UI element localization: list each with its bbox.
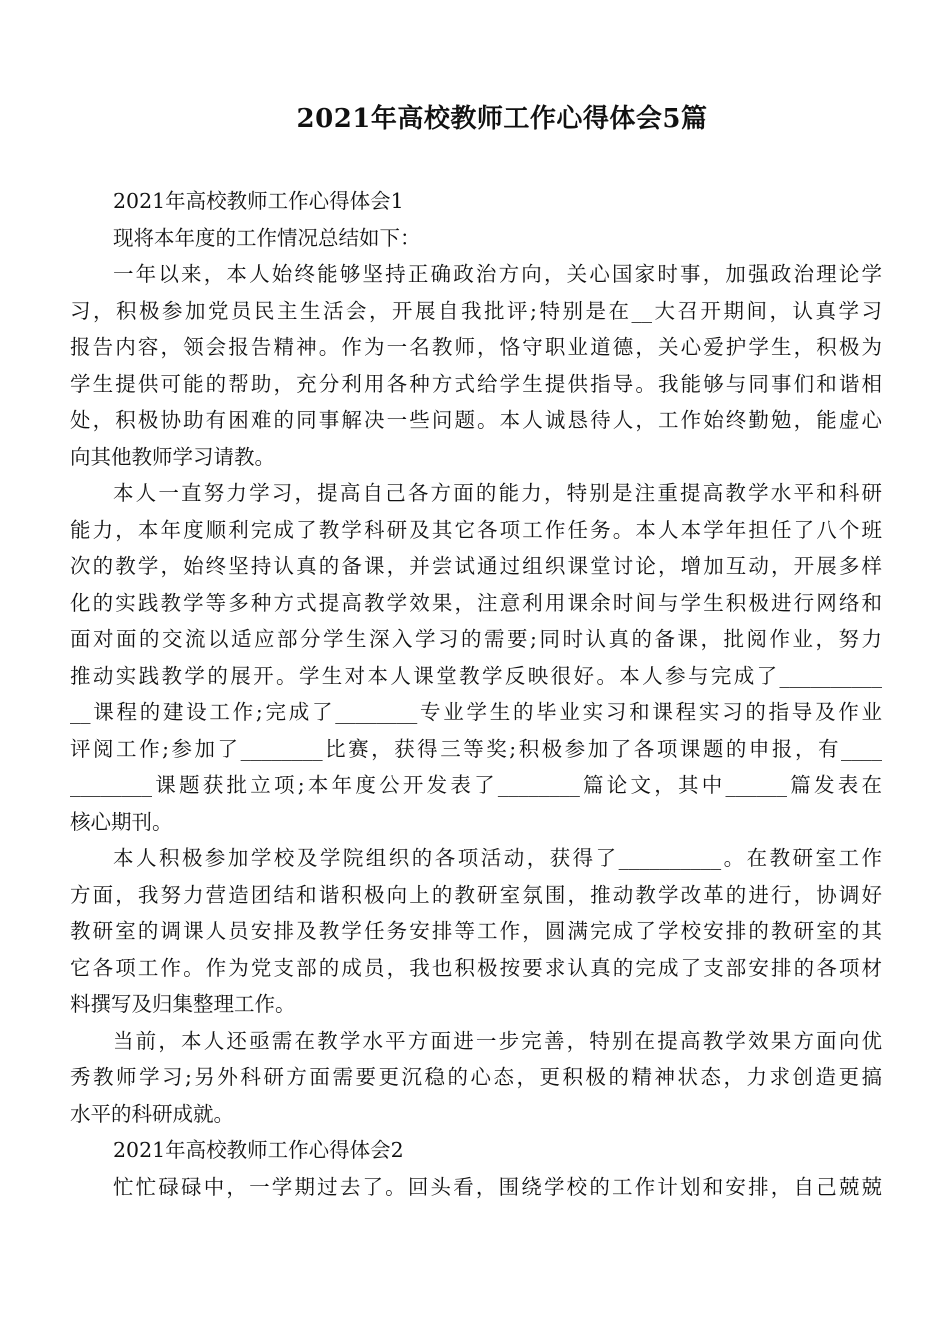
text-line: 面对面的交流以适应部分学生深入学习的需要;同时认真的备课，批阅作业，努力	[70, 627, 882, 651]
text-line: 次的教学，始终坚持认真的备课，并尝试通过组织课堂讨论，增加互动，开展多样	[70, 554, 882, 578]
text-line: 2021年高校教师工作心得体会2	[113, 1138, 404, 1162]
text-line: 水平的科研成就。	[70, 1101, 234, 1126]
text-line: 学生提供可能的帮助，充分利用各种方式给学生提供指导。我能够与同事们和谐相	[70, 371, 882, 396]
text-line: 本人积极参加学校及学院组织的各项活动，获得了__________。在教研室工作	[113, 846, 882, 870]
text-line: 料撰写及归集整理工作。	[70, 992, 296, 1016]
text-line: 习，积极参加党员民主生活会，开展自我批评;特别是在__大召开期间，认真学习	[70, 298, 882, 323]
text-line: 现将本年度的工作情况总结如下：	[113, 225, 421, 250]
text-line: 推动实践教学的展开。学生对本人课堂教学反映很好。本人参与完成了__________	[70, 663, 882, 688]
text-line: 秀教师学习;另外科研方面需要更沉稳的心态，更积极的精神状态，力求创造更搞	[70, 1065, 882, 1089]
text-line: __课程的建设工作;完成了________专业学生的毕业实习和课程实习的指导及作业	[70, 700, 882, 724]
text-line: 能力，本年度顺利完成了教学科研及其它各项工作任务。本人本学年担任了八个班	[70, 517, 882, 542]
text-line: 教研室的调课人员安排及教学任务安排等工作，圆满完成了学校安排的教研室的其	[70, 919, 882, 943]
document-title: 2021年高校教师工作心得体会5篇	[296, 104, 708, 134]
text-line: 评阅工作;参加了________比赛，获得三等奖;积极参加了各项课题的申报，有____	[70, 736, 882, 761]
text-line: 化的实践教学等多种方式提高教学效果，注意利用课余时间与学生积极进行网络和	[70, 590, 882, 615]
text-line: 忙忙碌碌中，一学期过去了。回头看，围绕学校的工作计划和安排，自己兢兢	[113, 1174, 882, 1199]
text-line: 处，积极协助有困难的同事解决一些问题。本人诚恳待人，工作始终勤勉，能虚心	[70, 408, 882, 432]
text-line: 一年以来，本人始终能够坚持正确政治方向，关心国家时事，加强政治理论学	[113, 262, 882, 286]
text-line: 核心期刊。	[70, 809, 173, 834]
text-line: 方面，我努力营造团结和谐积极向上的教研室氛围，推动教学改革的进行，协调好	[70, 882, 882, 907]
text-line: ________课题获批立项;本年度公开发表了________篇论文，其中______篇发表在	[70, 773, 882, 797]
text-line: 它各项工作。作为党支部的成员，我也积极按要求认真的完成了支部安排的各项材	[70, 955, 882, 980]
text-line: 当前，本人还亟需在教学水平方面进一步完善，特别在提高教学效果方面向优	[113, 1028, 882, 1053]
text-line: 本人一直努力学习，提高自己各方面的能力，特别是注重提高教学水平和科研	[113, 481, 882, 505]
text-line: 向其他教师学习请教。	[70, 444, 275, 469]
text-line: 报告内容，领会报告精神。作为一名教师，恪守职业道德，关心爱护学生，积极为	[70, 335, 882, 359]
text-line: 2021年高校教师工作心得体会1	[113, 189, 404, 213]
document-body	[70, 183, 882, 1205]
